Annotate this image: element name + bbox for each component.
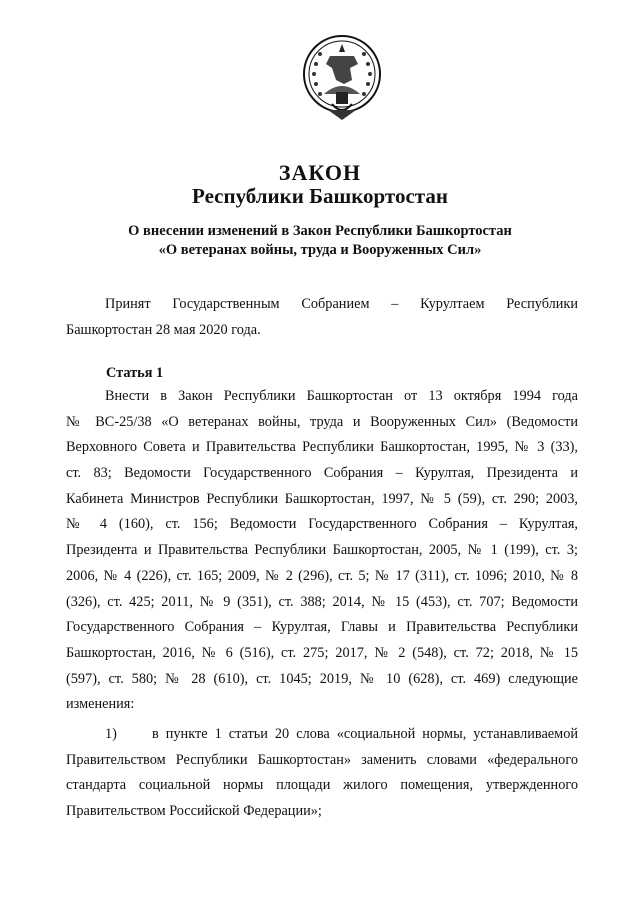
paragraph-line: 1) в пункте 1 статьи 20 слова «социальной нормы, устанавливаемой — [105, 726, 578, 742]
paragraph-line: № ВС-25/38 «О ветеранах войны, труда и Вооруженных Сил» (Ведомости — [66, 413, 578, 430]
paragraph-line: изменения: — [66, 696, 135, 713]
paragraph-line: Принят Государственным Собранием – Курултаем Республики — [105, 296, 578, 312]
paragraph-line: Президента и Правительства Республики Башкортостан, 2005, № 1 (199), ст. 3; — [66, 542, 578, 559]
amendment-item-1 — [66, 722, 578, 825]
law-description-line: О внесении изменений в Закон Республики Башкортостан — [128, 223, 512, 239]
paragraph-line: 2006, № 4 (226), ст. 165; 2009, № 2 (296), ст. 5; № 17 (311), ст. 1096; 2010, № 8 — [66, 567, 578, 584]
law-description — [0, 222, 640, 260]
paragraph-line: Государственного Собрания – Курултая, Главы и Правительства Республики — [66, 619, 578, 636]
paragraph-line: Верховного Совета и Правительства Республики Башкортостан, 1995, № 3 (33), — [66, 439, 578, 456]
article-body — [66, 384, 578, 718]
adoption-paragraph — [66, 292, 578, 343]
paragraph-line: ст. 83; Ведомости Государственного Собрания – Курултая, Президента и — [66, 465, 578, 482]
paragraph-line: (326), ст. 425; 2011, № 9 (351), ст. 388; 2014, № 15 (453), ст. 707; Ведомости — [66, 593, 578, 610]
paragraph-line: Кабинета Министров Республики Башкортостан, 1997, № 5 (59), ст. 290; 2003, — [66, 490, 578, 507]
paragraph-line: Башкортостан 28 мая 2020 года. — [66, 321, 261, 338]
bashkortostan-coat-of-arms-icon — [302, 34, 382, 122]
paragraph-line: Башкортостан, 2016, № 6 (516), ст. 275; 2017, № 2 (548), ст. 72; 2018, № 15 — [66, 644, 578, 661]
paragraph-line: Правительством Российской Федерации»; — [66, 803, 322, 820]
document-title: ЗАКОН — [278, 160, 362, 185]
paragraph-line: стандарта социальной нормы площади жилого помещения, утвержденного — [66, 777, 578, 794]
document-subtitle: Республики Башкортостан — [192, 184, 448, 208]
paragraph-line: (597), ст. 580; № 28 (610), ст. 1045; 2019, № 10 (628), ст. 469) следующие — [66, 670, 578, 687]
paragraph-line: № 4 (160), ст. 156; Ведомости Государственного Собрания – Курултая, — [66, 516, 578, 533]
article-heading: Статья 1 — [106, 365, 164, 381]
law-description-line: «О ветеранах войны, труда и Вооруженных Сил» — [158, 242, 482, 258]
paragraph-line: Правительством Республики Башкортостан» заменить словами «федерального — [66, 751, 578, 768]
paragraph-line: Внести в Закон Республики Башкортостан от 13 октября 1994 года — [105, 388, 578, 404]
